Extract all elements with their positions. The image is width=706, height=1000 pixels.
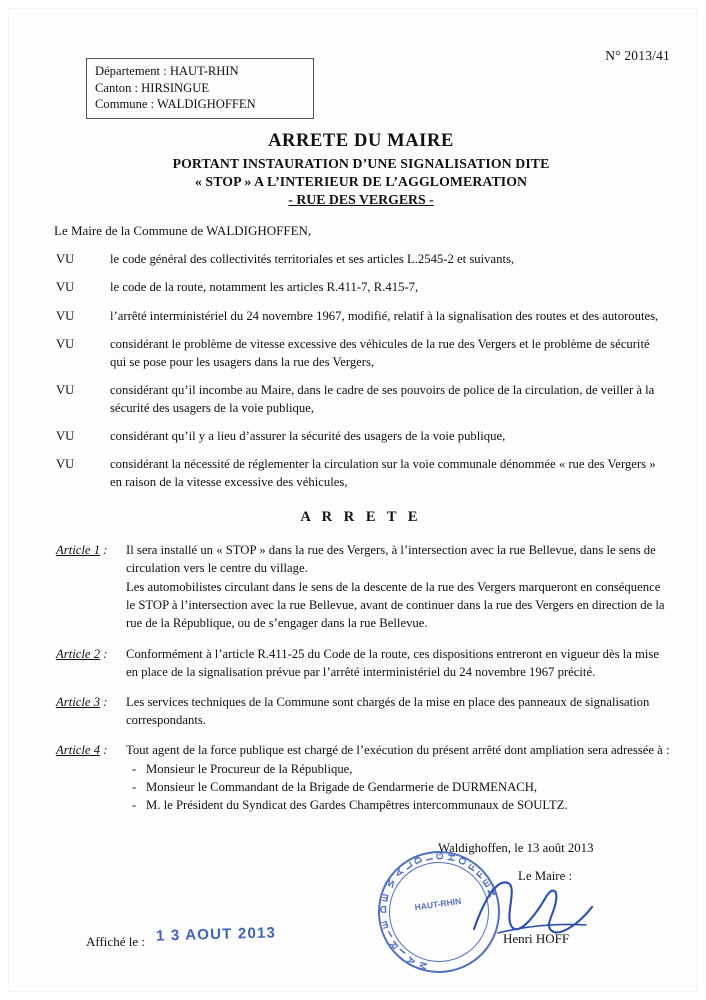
article-text: [126, 645, 674, 681]
vu-row: [48, 278, 674, 296]
canton-line: Canton : HIRSINGUE: [95, 80, 210, 95]
article-label: [48, 693, 126, 729]
article-paragraph: Tout agent de la force publique est chargé de l’exécution du présent arrêté dont ampliation sera adressée à :: [126, 742, 670, 757]
article-label-text: Article 1: [56, 543, 101, 558]
document-subtitle-line-2: « STOP » A L’INTERIEUR DE L’AGGLOMERATION: [194, 173, 528, 189]
vu-label: VU: [56, 456, 75, 471]
article-label-suffix: :: [100, 543, 108, 558]
vu-text: considérant qu’il incombe au Maire, dans le cadre de ses pouvoirs de police de la circulation, de veiller à la sécurité des usagers de la voie publique,: [110, 382, 655, 415]
arrete-heading: A R R E T E: [300, 508, 422, 525]
vu-label: VU: [56, 382, 75, 397]
article-row: [48, 541, 674, 632]
article-label: [48, 741, 126, 814]
vu-text: considérant qu’il y a lieu d’assurer la sécurité des usagers de la voie publique,: [110, 428, 506, 443]
stamp-ring-text: M A I R I E D E W A L D I G H O F F E N: [379, 851, 498, 972]
vu-label: VU: [56, 252, 75, 267]
page-title: ARRETE DU MAIRE: [268, 131, 454, 151]
document-subtitle-line-1: PORTANT INSTAURATION D’UNE SIGNALISATION DITE: [172, 156, 550, 171]
vu-label: VU: [56, 336, 75, 351]
article-label-text: Article 2: [56, 646, 101, 661]
vu-row: [48, 381, 674, 417]
stamp-inner-text: HAUT-RHIN: [414, 895, 462, 913]
article-text: [126, 541, 674, 632]
document-titles: [48, 131, 674, 208]
vu-text: le code général des collectivités territoriales et ses articles L.2545-2 et suivants,: [110, 252, 515, 267]
vu-row: [48, 307, 674, 325]
article-label-text: Article 4: [56, 742, 101, 757]
signature-mayor-label: Le Maire :: [518, 869, 573, 883]
article-row: [48, 645, 674, 681]
vu-text: considérant le problème de vitesse excessive des véhicules de la rue des Vergers et le problème de sécurité qui se pose pour les usagers dans la rue des Vergers,: [110, 336, 650, 369]
article-label-text: Article 3: [56, 694, 101, 709]
vu-row: [48, 455, 674, 491]
article-paragraph: Les services techniques de la Commune sont chargés de la mise en place des panneaux de signalisation correspondants.: [126, 694, 650, 727]
article-paragraph: Conformément à l’article R.411-25 du Code de la route, ces dispositions entreront en vigueur dès la mise en place de la signalisation prévue par l’arrêté interministériel du 24 novembre 1967 précité.: [126, 646, 659, 679]
vu-label: VU: [56, 308, 75, 323]
intro-line: Le Maire de la Commune de WALDIGHOFFEN,: [54, 223, 312, 238]
vu-text: l’arrêté interministériel du 24 novembre 1967, modifié, relatif à la signalisation des routes et des autoroutes,: [110, 308, 659, 323]
article-label-suffix: :: [100, 646, 108, 661]
article-label: [48, 541, 126, 632]
document-content: [48, 26, 674, 976]
article-text: [126, 741, 674, 814]
list-item: - Monsieur le Commandant de la Brigade de Gendarmerie de DURMENACH,: [126, 778, 670, 796]
commune-line: Commune : WALDIGHOFFEN: [95, 97, 256, 112]
signature-place-date: Waldighoffen, le 13 août 2013: [438, 841, 594, 855]
list-item: - M. le Président du Syndicat des Gardes Champêtres intercommunaux de SOULTZ.: [126, 796, 670, 814]
scanned-sheet: [8, 8, 698, 992]
recipients-list: [126, 760, 670, 814]
article-row: [48, 741, 674, 814]
list-item: - Monsieur le Procureur de la République,: [126, 760, 670, 778]
vu-row: [48, 427, 674, 445]
article-label-suffix: :: [100, 694, 108, 709]
vu-row: [48, 250, 674, 268]
document-body: [48, 222, 674, 826]
article-paragraph: Il sera installé un « STOP » dans la rue des Vergers, à l’intersection avec la rue Bellevue, dans le sens de circulation vers le centre du village.: [126, 543, 656, 576]
vu-row: [48, 335, 674, 371]
article-row: [48, 693, 674, 729]
document-street-subtitle: - RUE DES VERGERS -: [288, 192, 434, 208]
article-label: [48, 645, 126, 681]
department-line: Département : HAUT-RHIN: [95, 64, 239, 78]
article-paragraph: Les automobilistes circulant dans le sens de la descente de la rue des Vergers marqueront en conséquence le STOP à l’intersection avec la rue Bellevue, avant de continuer dans la rue des Vergers en direction de la rue de la République, ou de s’engager dans la rue Bellevue.: [126, 580, 665, 631]
article-label-suffix: :: [100, 742, 108, 757]
vu-text: considérant la nécessité de réglementer la circulation sur la voie communale dénommée « rue des Vergers » en raison de la vitesse excessive des véhicules,: [110, 456, 656, 489]
document-subtitle: [48, 155, 674, 190]
vu-label: VU: [56, 428, 75, 443]
vu-text: le code de la route, notamment les articles R.411-7, R.415-7,: [110, 280, 419, 295]
posting-label: Affiché le :: [86, 934, 145, 949]
signature-mayor-name: Henri HOFF: [503, 931, 570, 946]
vu-label: VU: [56, 280, 75, 295]
document-reference: N° 2013/41: [605, 48, 670, 63]
administrative-header-box: [86, 58, 314, 119]
article-text: [126, 693, 674, 729]
handwritten-signature: [468, 871, 608, 951]
posting-date-stamp: 1 3 AOUT 2013: [155, 924, 277, 945]
